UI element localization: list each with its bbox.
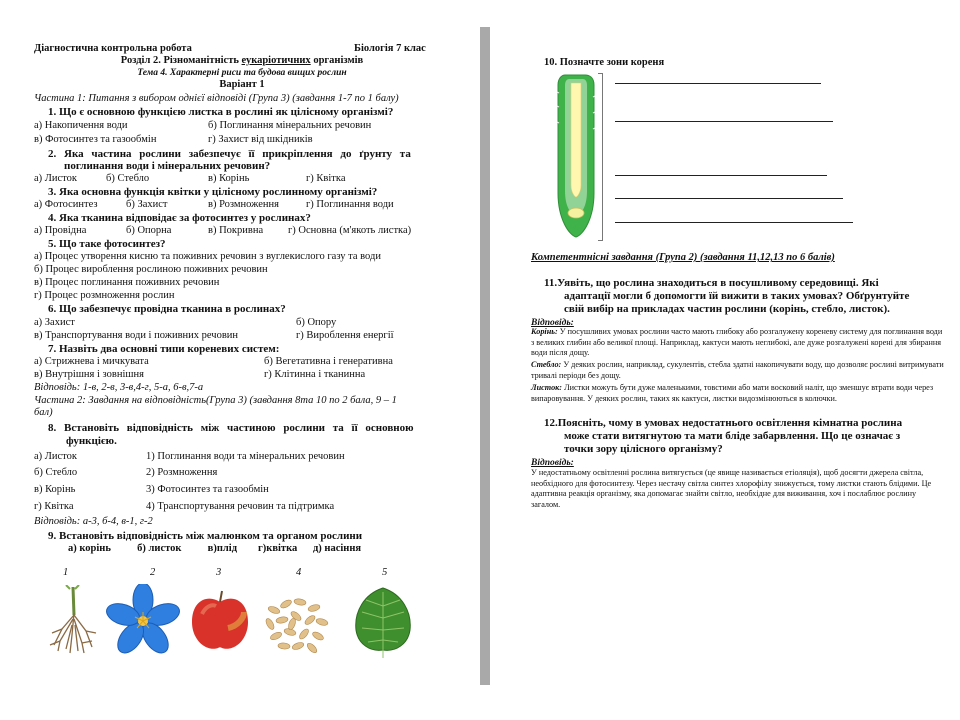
q1-option-a: а) Накопичення води: [34, 120, 128, 131]
question-2: 2. Яка частина рослини забезпечує її прикріплення до ґрунту та: [48, 148, 411, 160]
q4-option-d: г) Основна (м'якоть листка): [288, 225, 412, 236]
flower-picture: [106, 584, 180, 658]
q1-option-b: б) Поглинання мінеральних речовин: [208, 120, 372, 131]
answer-12-text: У недостатньому освітленні рослина витягується (це явище називається етіоляція), щоб досягти джерела світла, необхідного для фотосинтезу. Через нестачу світла синтез хлорофілу знижується, тому листки стають блідими. Це адаптивна реакція організму, яка допомагає знайти світло, необхідне для виживання, хоч і послаблює рослину загалом.: [531, 468, 932, 509]
q8-part-b: б) Стебло: [34, 467, 78, 478]
q2-option-d: г) Квітка: [306, 173, 346, 184]
q7-option-c: в) Внутрішня і зовнішня: [34, 369, 144, 380]
q5-option-a: а) Процес утворення кисню та поживних речовин з вуглекислого газу та води: [34, 251, 381, 262]
q7-option-a: а) Стрижнева і мичкувата: [34, 356, 149, 367]
question-10: 10. Позначте зони кореня: [544, 57, 665, 68]
picture-number-3: 3: [216, 567, 222, 578]
q6-option-b: б) Опору: [296, 317, 337, 328]
question-4: 4. Яка тканина відповідає за фотосинтез у рослинах?: [48, 212, 311, 224]
q2-option-b: б) Стебло: [106, 173, 150, 184]
answer-11-root: Корінь: У посушливих умовах рослини часто мають глибоку або розгалужену кореневу систему для поглинання води з великих глибин або великої площі. Наприклад, кактуси мають неглибокі, але дуже розгалужені корені для збирання води після дощу.: [531, 327, 943, 358]
q4-option-c: в) Покривна: [208, 225, 264, 236]
q7-option-d: г) Клітинна і тканинна: [264, 369, 366, 380]
root-zone-answer-line-4[interactable]: [615, 198, 843, 199]
answer-11-leaf: Листок: Листки можуть бути дуже маленькими, товстими або мати восковий наліт, що зменшує втрати води через випаровування. У деяких рослин, таких як кактуси, листки видозмінюються в колючки.: [531, 383, 934, 403]
q1-option-c: в) Фотосинтез та газообмін: [34, 134, 157, 145]
answer-12-label: Відповідь:: [531, 458, 574, 468]
q3-option-d: г) Поглинання води: [306, 199, 394, 210]
question-8-cont: функцією.: [66, 435, 117, 447]
q5-option-c: в) Процес поглинання поживних речовин: [34, 277, 220, 288]
q3-option-c: в) Розмноження: [208, 199, 280, 210]
root-picture: [48, 585, 98, 655]
q9-options: а) корінь б) листок в)плід г)квітка д) насіння: [68, 543, 362, 554]
q8-part-d: г) Квітка: [34, 501, 74, 512]
root-zone-answer-line-1[interactable]: [615, 83, 821, 84]
q8-part-a: а) Листок: [34, 451, 77, 462]
q4-option-a: а) Провідна: [34, 225, 87, 236]
question-1: 1. Що є основною функцією листка в рослині як цілісному організмі?: [48, 106, 394, 118]
q8-part-c: в) Корінь: [34, 484, 76, 495]
answers-part2: Відповідь: а-3, б-4, в-1, г-2: [34, 516, 153, 527]
question-12-cont: може стати витягнутою та мати бліде забарвлення. Що це означає з: [564, 430, 901, 442]
question-9: 9. Встановіть відповідність між малюнком та органом рослини: [48, 530, 363, 542]
question-11-cont-2: свій вибір на прикладах частин рослини (корінь, стебло, листок).: [564, 303, 890, 315]
q2-option-a: а) Листок: [34, 173, 77, 184]
root-zones-picture: [555, 73, 597, 239]
q3-option-a: а) Фотосинтез: [34, 199, 98, 210]
q8-function-2: 2) Розмноження: [146, 467, 218, 478]
q3-option-b: б) Захист: [126, 199, 168, 210]
question-12: 12.Поясніть, чому в умовах недостатнього освітлення кімнатна рослина: [544, 417, 903, 429]
seeds-picture: [262, 590, 330, 654]
picture-number-2: 2: [150, 567, 156, 578]
header-subject: Біологія 7 клас: [354, 43, 426, 54]
picture-number-1: 1: [63, 567, 69, 578]
question-8: 8. Встановіть відповідність між частиною рослини та її основною: [48, 422, 414, 434]
answers-part1: Відповідь: 1-в, 2-в, 3-в,4-г, 5-а, 6-в,7-а: [34, 382, 204, 393]
q8-function-4: 4) Транспортування речовин та підтримка: [146, 501, 335, 512]
root-zone-answer-line-5[interactable]: [615, 222, 853, 223]
question-3: 3. Яка основна функція квітки у цілісному рослинному організмі?: [48, 186, 378, 198]
q6-option-a: а) Захист: [34, 317, 75, 328]
q7-option-b: б) Вегетативна і генеративна: [264, 356, 393, 367]
picture-number-4: 4: [296, 567, 302, 578]
picture-number-5: 5: [382, 567, 388, 578]
q6-option-d: г) Вироблення енергії: [296, 330, 394, 341]
apple-picture: [188, 588, 252, 654]
header-title: Діагностична контрольна робота: [34, 43, 192, 54]
q8-function-1: 1) Поглинання води та мінеральних речовин: [146, 451, 345, 462]
part2-title: Частина 2: Завдання на відповідність(Група 3) (завдання 8та 10 по 2 бала, 9 – 1: [34, 395, 397, 406]
question-2-cont: поглинання води і мінеральних речовин?: [64, 160, 271, 172]
topic-title: Тема 4. Характерні риси та будова вищих рослин: [137, 68, 347, 78]
root-zones-brace: [598, 73, 603, 241]
section-title: Розділ 2. Різноманітність еукаріотичних організмів: [120, 55, 364, 66]
q8-function-3: 3) Фотосинтез та газообмін: [146, 484, 269, 495]
answer-11-label: Відповідь:: [531, 318, 574, 328]
q5-option-b: б) Процес вироблення рослиною поживних речовин: [34, 264, 268, 275]
page-divider: [480, 27, 490, 685]
q1-option-d: г) Захист від шкідників: [208, 134, 313, 145]
question-12-cont-2: точки зору цілісного організму?: [564, 443, 723, 455]
q6-option-c: в) Транспортування води і поживних речовин: [34, 330, 239, 341]
question-7: 7. Назвіть два основні типи кореневих систем:: [48, 343, 280, 355]
question-6: 6. Що забезпечує провідна тканина в рослинах?: [48, 303, 286, 315]
q2-option-c: в) Корінь: [208, 173, 250, 184]
root-zone-answer-line-2[interactable]: [615, 121, 833, 122]
competence-tasks-title: Компетентнісні завдання (Група 2) (завдання 11,12,13 по 6 балів): [531, 252, 835, 263]
q4-option-b: б) Опорна: [126, 225, 172, 236]
root-zone-answer-line-3[interactable]: [615, 175, 827, 176]
question-11-cont: адаптації могли б допомогти їй вижити в таких умовах? Обґрунтуйте: [564, 290, 910, 302]
answer-11-stem: Стебло: У деяких рослин, наприклад, сукулентів, стебла здатні накопичувати воду, що дозволяє рослині витримувати тривалі періоди без дощу.: [531, 360, 944, 380]
q5-option-d: г) Процес розмноження рослин: [34, 290, 175, 301]
part2-title-cont: бал): [34, 407, 53, 418]
leaf-picture: [350, 584, 416, 660]
part1-title: Частина 1: Питання з вибором однієї відповіді (Група 3) (завдання 1-7 по 1 балу): [34, 93, 399, 104]
question-5: 5. Що таке фотосинтез?: [48, 238, 166, 250]
question-11: 11.Уявіть, що рослина знаходиться в посушливому середовищі. Які: [544, 277, 879, 289]
variant-title: Варіант 1: [219, 79, 265, 90]
